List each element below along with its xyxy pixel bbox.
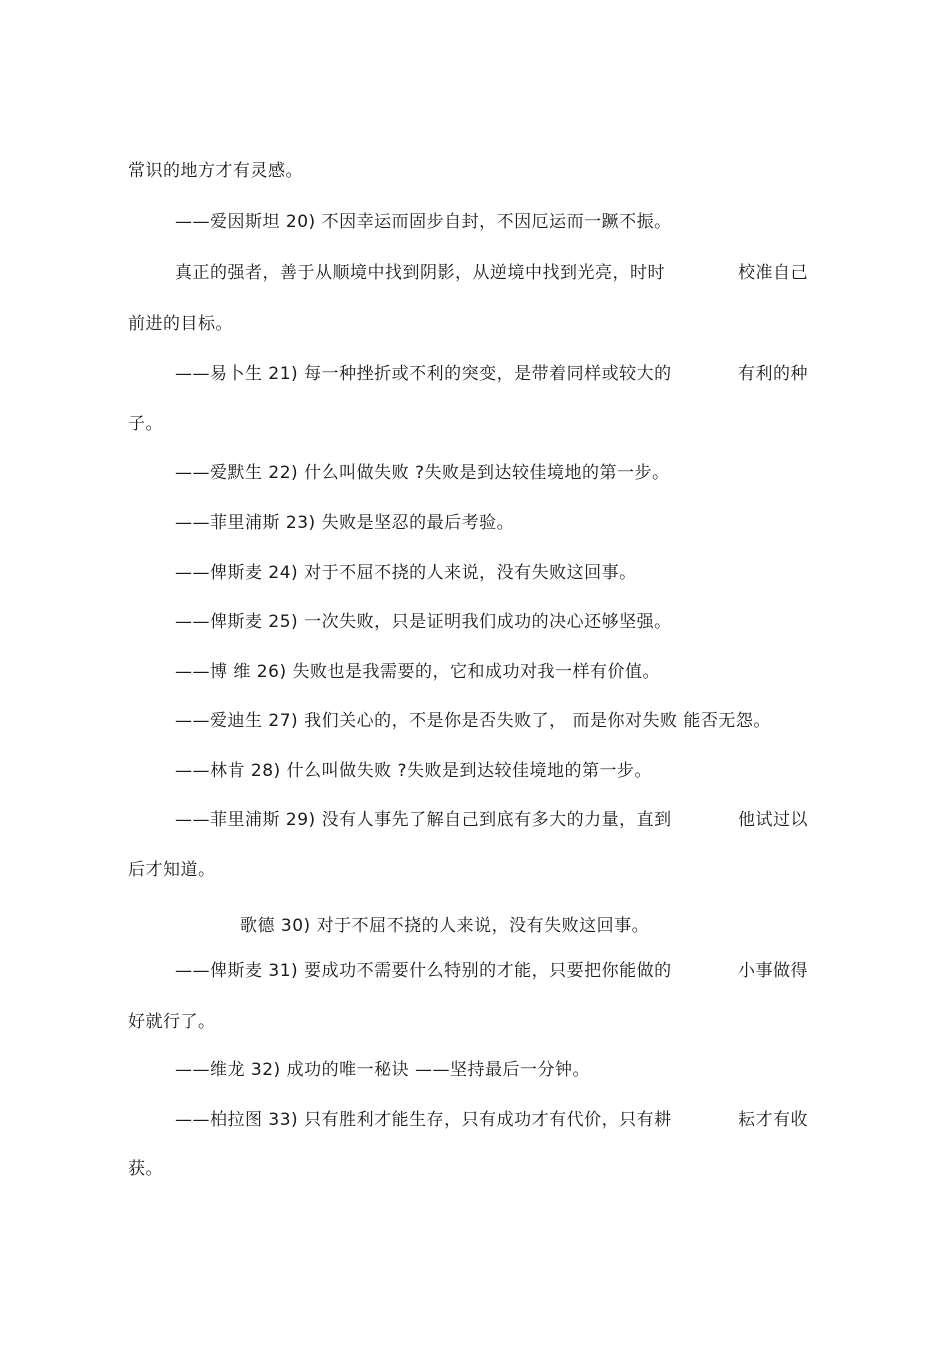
text-line: 子。 xyxy=(128,414,163,434)
text-line: 获。 xyxy=(128,1159,163,1179)
text-line: 常识的地方才有灵感。 xyxy=(128,161,303,181)
text-line: 有利的种 xyxy=(738,364,808,384)
text-line: 他试过以 xyxy=(738,810,808,830)
text-line: ——易卜生 21) 每一种挫折或不利的突变，是带着同样或较大的 xyxy=(175,364,672,384)
text-line: 小事做得 xyxy=(738,961,808,981)
text-line: 歌德 30) 对于不屈不挠的人来说，没有失败这回事。 xyxy=(240,916,650,936)
text-line: ——博 维 26) 失败也是我需要的，它和成功对我一样有价值。 xyxy=(175,662,660,682)
text-line: 后才知道。 xyxy=(128,860,216,880)
text-line: ——俾斯麦 25) 一次失败，只是证明我们成功的决心还够坚强。 xyxy=(175,612,672,632)
text-line: 好就行了。 xyxy=(128,1012,216,1032)
text-line: ——柏拉图 33) 只有胜利才能生存，只有成功才有代价，只有耕 xyxy=(175,1110,672,1130)
text-line: ——俾斯麦 31) 要成功不需要什么特别的才能，只要把你能做的 xyxy=(175,961,672,981)
text-line: ——爱因斯坦 20) 不因幸运而固步自封，不因厄运而一蹶不振。 xyxy=(175,212,672,232)
text-line: ——爱迪生 27) 我们关心的，不是你是否失败了， 而是你对失败 能否无怨。 xyxy=(175,711,771,731)
text-line: ——菲里浦斯 29) 没有人事先了解自己到底有多大的力量，直到 xyxy=(175,810,672,830)
text-line: ——维龙 32) 成功的唯一秘诀 ——坚持最后一分钟。 xyxy=(175,1060,590,1080)
text-line: ——林肯 28) 什么叫做失败 ?失败是到达较佳境地的第一步。 xyxy=(175,761,652,781)
text-line: ——菲里浦斯 23) 失败是坚忍的最后考验。 xyxy=(175,513,515,533)
text-line: 校准自己 xyxy=(738,263,808,283)
text-line: 真正的强者，善于从顺境中找到阴影，从逆境中找到光亮，时时 xyxy=(175,263,665,283)
text-line: ——爱默生 22) 什么叫做失败 ?失败是到达较佳境地的第一步。 xyxy=(175,463,670,483)
text-line: ——俾斯麦 24) 对于不屈不挠的人来说，没有失败这回事。 xyxy=(175,563,637,583)
text-line: 耘才有收 xyxy=(738,1110,808,1130)
text-line: 前进的目标。 xyxy=(128,314,233,334)
